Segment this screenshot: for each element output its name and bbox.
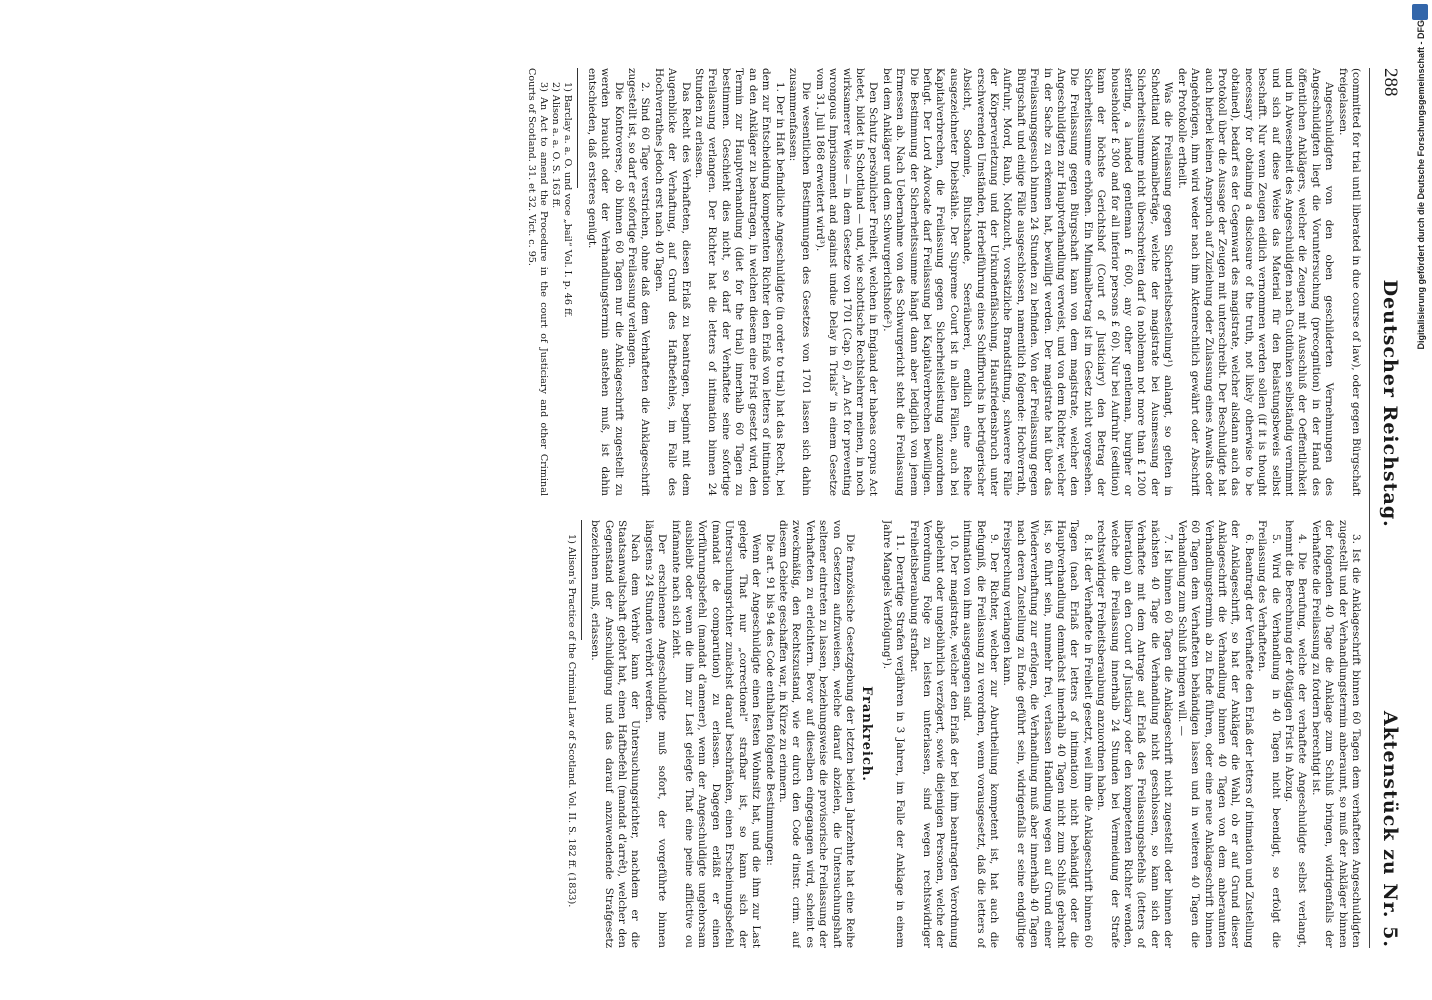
section-heading: Frankreich.: [859, 686, 875, 782]
paragraph: Nach dem Verhör kann der Untersuchungsrichter, nachdem er die Staatsanwaltschaft gehört hat, einen Haftbefehl (mandat d'arrêt), welcher den Gegenstand der Anschuldigung und das darauf anzuwendende Strafgesetz bezeichnen muß, erlassen.: [589, 520, 642, 948]
paragraph: 5. Wird die Verhandlung in 40 Tagen nicht beendigt, so erfolgt die Freilassung des Verhafteten.: [1256, 520, 1282, 948]
paragraph: 2. Sind 60 Tage verstrichen, ohne daß dem Verhafteten die Anklageschrift zugestellt ist, so darf er sofortige Freilassung verlangen.: [626, 68, 652, 496]
paragraph: 7. Ist binnen 60 Tagen die Anklageschrift nicht zugestellt oder binnen der nächsten 40 Tage die Verhandlung nicht geschlossen, so kann sich der Verhaftete mit dem Antrage auf Erlaß des Freilassungsbefehls (letters of liberation) an den Court of Justiciary oder den kompetenten Richter wenden, welche die Freilassung innerhalb 24 Stunden bei Vermeidung der Strafe rechtswidriger Freiheitsberaubung anzuordnen haben.: [1095, 520, 1175, 948]
footnote: 2) Alison a. a. O. S. 163 ff.: [550, 82, 562, 209]
paragraph: Die wesentlichen Bestimmungen des Gesetzes von 1701 lassen sich dahin zusammenfassen:: [786, 68, 813, 496]
footnote-divider: [577, 68, 578, 188]
left-column: [70, 68, 1362, 496]
dfg-logo-icon: [1412, 4, 1428, 20]
text-columns: [70, 68, 1362, 948]
paragraph: 6. Beantragt der Verhaftete den Erlaß der letters of intimation und Zustellung der Anklageschrift, so hat der Ankläger die Wahl, ob er auf Grund dieser Anklageschrift die Verhandlung binnen 40 Tagen von dem anberaumten Verhandlungstermin ab zu Ende führen, oder eine neue Anklageschrift binnen 60 Tagen dem Verhafteten behändigen lassen und in weiteren 40 Tagen die Verhandlung zum Schluß bringen will. —: [1175, 520, 1255, 948]
paragraph: (committed for trial until liberated in due course of law), oder gegen Bürgschaft freigelassen.: [1336, 68, 1362, 496]
footnote: 1) Alison's Practice of the Criminal Law of Scotland. Vol. II. S. 182 ff. (1833).: [565, 534, 577, 908]
paragraph: 10. Der magistrate, welcher den Erlaß der bei ihm beantragten Verordnung abgelehnt oder ungebührlich verzögert, sowie diejenigen Personen, welche der Verordnung Folge zu leisten unterlassen, sind wegen rechtswidriger Freiheitsberaubung strafbar.: [907, 520, 960, 948]
paragraph: Angeschuldigten von den oben geschilderten Vernehmungen des Angeschuldigten liegt die Voruntersuchung (precognition) in der Hand des öffentlichen Anklägers, welcher die Zeugen mit Ausschluß der Oeffentlichkeit und in Abwesenheit des Angeschuldigten nach Gutdünken selbständig vernimmt und sich auf diese Weise das Material für den Belastungsbeweis selbst beschafft. Nur wenn Zeugen eidlich vernommen werden sollen (if it is thought necessary for obtaining a disclosure of the truth, not likely otherwise to be obtained), bedarf es der Gegenwart des magistrate, welcher alsdann auch das Protokoll über die Aussage der Zeugen mit unterschreibt. Der Beschuldigte hat auch hierbei keinen Anspruch auf Zuziehung oder Zulassung eines Anwalts oder Angehörigen, ihm wird weder nach ihm Aktenrechtlich gewährt oder Abschrift der Protokolle ertheilt.: [1175, 68, 1336, 496]
paragraph: 3. Ist die Anklageschrift binnen 60 Tagen dem verhafteten Angeschuldigten zugestellt und der Verhandlungstermin anberaumt, so muß der Ankläger binnen der folgenden 40 Tage die Anklage zum Schluß bringen, widrigenfalls der Verhaftete die Freilassung zu fordern berechtigt ist.: [1309, 520, 1362, 948]
document-page: [70, 68, 1410, 948]
right-column: [70, 520, 1362, 948]
paragraph: Die französische Gesetzgebung der letzten beiden Jahrzehnte hat eine Reihe von Gesetzen aufzuweisen, welche darauf abzielen, die Untersuchungshaft seltener eintreten zu lassen, beziehungsweise die provisorische Freilassung der Verhafteten zu erleichtern. Bevor auf dieselben eingegangen wird, scheint es zweckmäßig, den Rechtszustand, wie er durch den Code d'instr. crim. auf diesem Gebiete geschaffen war, in Kürze zu erinnern.: [776, 520, 856, 948]
paragraph: 11. Derartige Strafen verjähren in 3 Jahren, im Falle der Anklage in einem Jahre Mangels Verfolgung¹).: [880, 520, 907, 948]
paragraph: 1. Der in Haft befindliche Angeschuldigte (in order to trial) hat das Recht, bei dem zur Entscheidung kompetenten Richter den Erlaß von letters of intimation an den Ankläger zu beantragen, in welchen diesem eine Frist gesetzt wird, den Termin zur Hauptverhandlung (diet for the trial) innerhalb 60 Tagen zu bestimmen. Geschieht dies nicht, so darf der Verhaftete seine sofortige Freilassung verlangen. Der Richter hat die letters of intimation binnen 24 Stunden zu erlassen.: [693, 68, 786, 496]
paragraph: Der erschienene Angeschuldigte muß sofort, der vorgeführte binnen längstens 24 Stunden verhört werden.: [642, 520, 669, 948]
digitization-credit: Digitalisierung gefördert durch die Deutsche Forschungsgemeinschaft - DFG: [1416, 20, 1426, 350]
page-number: 288: [1380, 68, 1401, 97]
paragraph: Was die Freilassung gegen Sicherheitsbestellung¹) anlangt, so gelten in Schottland Maximalbeträge, welche der magistrate bei Ausmessung der Sicherheitssumme nicht überschreiten darf (a nobleman not more than £ 1200 sterling, a landed gentleman £ 600, any other gentleman, burgher or householder £ 300 and for all inferior persons £ 60). Nur bei Aufruhr (sedition) kann der höchste Gerichtshof (Court of Justiciary) den Betrag der Sicherheitssumme erhöhen. Ein Minimalbetrag ist im Gesetz nicht vorgesehen. Die Freilassung gegen Bürgschaft kann von dem magistrate, welcher den Angeschuldigten zur Hauptverhandlung verweist, und von dem Richter, welcher in der Sache zu erkennen hat, bewilligt werden. Der magistrate hat über das Freilassungsgesuch binnen 24 Stunden zu befinden. Von der Freilassung gegen Bürgschaft und einige Fälle ausgeschlossen, namentlich folgende: Hochverrath, Aufruhr, Mord, Raub, Nothzucht, vorsätzliche Brandstiftung, schwerere Fälle der Körperverletzung und der Urkundenfälschung, Hausfriedensbruch unter erschwerenden Umständen, Herbeiführung eines Schiffbruchs in betrügerischer Absicht, Sodomie, Blutschande, Seeräuberei, endlich eine Reihe ausgezeichneter Diebstähle. Der Supreme Court ist in allen Fällen, auch bei Kapitalverbrechen, die Freilassung gegen Sicherheitsleistung anzuordnen befugt. Der Lord Advocate darf Freilassung bei Kapitalverbrechen bewilligen. Die Bestimmung der Sicherheitssumme hängt dann aber lediglich von jenem Ermessen ab. Nach Uebernahme von des Schwurgericht steht die Freilassung bei dem Ankläger und dem Schwurgerichtshofe²).: [880, 68, 1175, 496]
paragraph: Wenn der Angeschuldigte einen festen Wohnsitz hat, und die ihm zur Last gelegte That nur „correctionel“ strafbar ist, so kann sich der Untersuchungsrichter zunächst darauf beschränken, einen Erscheinungsbefehl (mandat de comparution) zu erlassen. Dagegen erläßt er einen Vorführungsbefehl (mandat d'amener), wenn der Angeschuldigte ungehorsam ausbleibt oder wenn die ihm zur Last gelegte That eine peine afflictive ou infamante nach sich zieht.: [669, 520, 763, 948]
paragraph: Das Recht des Verhafteten, diesen Erlaß zu beantragen, beginnt mit dem Augenblicke der Verhaftung, auf Grund des Haftbefehles, im Falle des Hochverrathes jedoch erst nach 40 Tagen.: [652, 68, 692, 496]
footnote-divider: [581, 520, 582, 640]
appendix-label: Aktenstück zu Nr. 5.: [1379, 710, 1401, 948]
paragraph: 8. Ist der Verhaftete in Freiheit gesetzt, weil ihm die Anklageschrift binnen 60 Tagen (nach Erlaß der letters of intimation) nicht behändigt oder die Hauptverhandlung demnächst innerhalb 40 Tagen nicht zum Schluß gebracht ist, so führt sein, nunmehr frei, verlassen Handlung wegen auf Grund einer Wiederverhaftung zur erfolgen, die Verhandlung muß aber innerhalb 40 Tagen nach deren Zustellung zu Ende geführt sein, widrigenfalls er seine endgültige Freisprechung verlangen kann.: [1001, 520, 1094, 948]
running-head: [1369, 68, 1410, 948]
footnote: 1) Barclay a. a. O. und voce „bail“ Vol. I. p. 46 ff.: [562, 82, 574, 318]
paragraph: Die Kontroverse, ob binnen 60 Tagen nur die Anklageschrift zugestellt zu werden braucht oder der Verhandlungstermin anstehen muß, ist dahin entschieden, daß ersteres genügt.: [585, 68, 625, 496]
page-title: Deutscher Reichstag.: [1379, 279, 1401, 528]
footnote: 3) An Act to amend the Procedure in the court of Justiciary and other Criminal Courts of Scotland. 31. et 32. Vict. c. 95.: [526, 68, 550, 496]
paragraph: Den Schutz persönlicher Freiheit, welchen in England der habeas corpus Act bietet, bildet in Schottland — und, wie schottische Rechtslehrer meinen, in noch wirksamerer Weise — in dem Gesetze von 1701 (Cap. 6) „An Act for preventing wrongous Imprisonment and against undue Delay in Trials“ in einem Gesetze vom 31. Juli 1868 erweitert wird³).: [813, 68, 880, 496]
paragraph: 4. Die Berufung, welche der verhaftete Angeschuldigte selbst verlangt, hemmt die Berechnung der 40tägigen Frist in Abzug.: [1282, 520, 1309, 948]
paragraph: Die art. 91 bis 94 des Code enthalten folgende Bestimmungen:: [763, 534, 776, 866]
paragraph: 9. Der Richter, welcher zur Aburtheilung kompetent ist, hat auch die Befugniß, die Freilassung zu verordnen, wenn vorausgesetzt, daß die letters of intimation von ihm ausgegangen sind.: [961, 520, 1001, 948]
